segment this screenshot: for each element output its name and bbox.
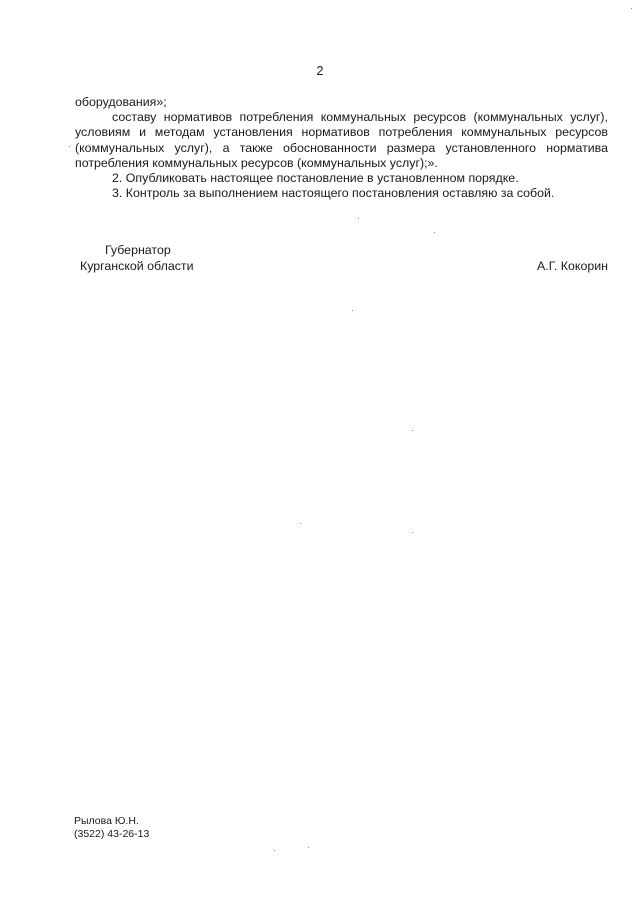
scan-speck bbox=[412, 430, 413, 431]
scan-speck bbox=[300, 523, 301, 524]
scan-speck bbox=[69, 146, 70, 147]
paragraph-norms-composition: составу нормативов потребления коммунальных ресурсов (коммунальных услуг), условиям и методам установления нормативов потребления коммунальных ресурсов (коммунальных услуг), а также обоснованности размера установленного норматива потребления коммунальных ресурсов (коммунальных услуг);». bbox=[75, 110, 608, 170]
document-body bbox=[75, 95, 608, 201]
executor-phone: (3522) 43-26-13 bbox=[74, 827, 150, 840]
scan-speck bbox=[631, 8, 632, 9]
signatory-position: Губернатор bbox=[105, 243, 171, 257]
scan-speck bbox=[274, 850, 275, 851]
page-number: 2 bbox=[316, 64, 324, 78]
paragraph-continuation: оборудования»; bbox=[75, 95, 167, 109]
scan-speck bbox=[434, 232, 435, 233]
paragraph-item-2: 2. Опубликовать настоящее постановление в установленном порядке. bbox=[112, 171, 519, 186]
scan-speck bbox=[358, 218, 359, 219]
scan-speck bbox=[308, 847, 309, 848]
paragraph-item-3: 3. Контроль за выполнением настоящего постановления оставляю за собой. bbox=[112, 186, 555, 201]
scan-speck bbox=[352, 310, 353, 311]
scan-speck bbox=[412, 532, 413, 533]
signatory-name: А.Г. Кокорин bbox=[536, 259, 608, 273]
executor-name: Рылова Ю.Н. bbox=[74, 815, 139, 827]
executor-info bbox=[74, 815, 149, 840]
signatory-region: Курганской области bbox=[80, 259, 194, 273]
